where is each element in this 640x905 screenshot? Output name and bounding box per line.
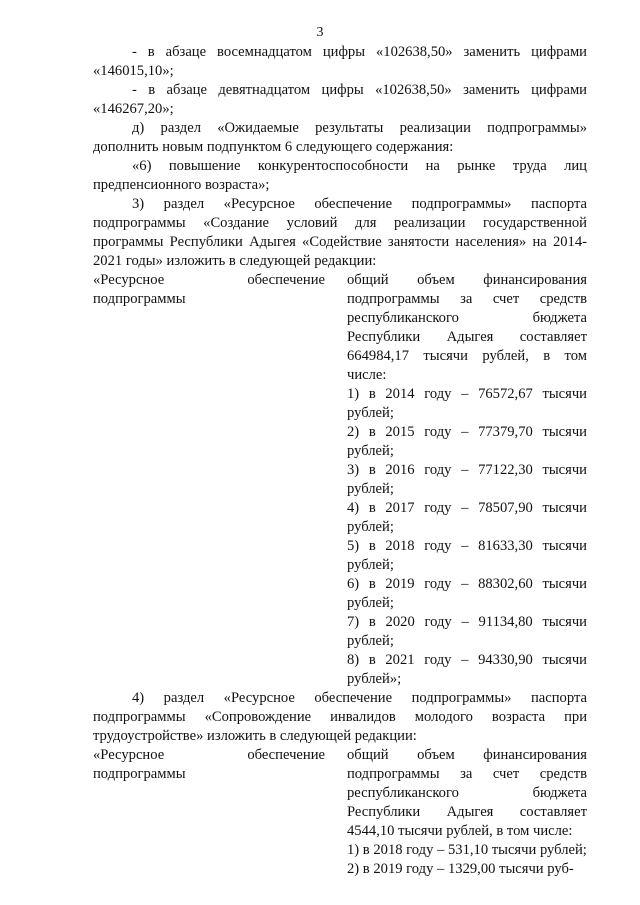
- document-body: [93, 43, 587, 879]
- paragraph-item-6: «6) повышение конкурентоспособности на рынке труда лиц предпенсионного возраста»;: [93, 158, 587, 193]
- funding-line-2016: 3) в 2016 году – 77122,30 тысячи рублей;: [347, 462, 587, 497]
- funding-line-2019: 2) в 2019 году – 1329,00 тысячи руб-: [347, 861, 574, 877]
- funding-line-2018: 1) в 2018 году – 531,10 тысячи рублей;: [347, 842, 587, 858]
- paragraph-amend-18: - в абзаце восемнадцатом цифры «102638,50» заменить цифрами «146015,10»;: [93, 44, 587, 79]
- funding-line-2014: 1) в 2014 году – 76572,67 тысячи рублей;: [347, 386, 587, 421]
- resource-table-1-intro: общий объем финансирования подпрограммы за счет средств республиканского бюджета Республики Адыгея составляет 664984,17 тысячи рублей, в том числе:: [347, 272, 587, 383]
- funding-line-2018: 5) в 2018 году – 81633,30 тысячи рублей;: [347, 538, 587, 573]
- resource-table-1-label: «Ресурсное обеспечение подпрограммы: [93, 272, 325, 307]
- page-number: 3: [316, 25, 324, 40]
- paragraph-section-4: 4) раздел «Ресурсное обеспечение подпрограммы» паспорта подпрограммы «Сопровождение инвалидов молодого возраста при трудоустройстве» изложить в следующей редакции:: [93, 690, 587, 744]
- resource-table-2-content: [347, 746, 587, 879]
- paragraph-section-3: 3) раздел «Ресурсное обеспечение подпрограммы» паспорта подпрограммы «Создание условий для реализации государственной программы Республики Адыгея «Содействие занятости населения» на 2014-2021 годы» изложить в следующей редакции:: [93, 196, 587, 269]
- resource-table-2-intro: общий объем финансирования подпрограммы за счет средств республиканского бюджета Республики Адыгея составляет 4544,10 тысячи рублей, в том числе:: [347, 747, 587, 839]
- funding-line-2019: 6) в 2019 году – 88302,60 тысячи рублей;: [347, 576, 587, 611]
- paragraph-section-d: д) раздел «Ожидаемые результаты реализации подпрограммы» дополнить новым подпунктом 6 следующего содержания:: [93, 120, 587, 155]
- funding-line-2020: 7) в 2020 году – 91134,80 тысячи рублей;: [347, 614, 587, 649]
- resource-table-1-content: [347, 271, 587, 689]
- resource-table-2: [93, 746, 587, 879]
- paragraph-amend-19: - в абзаце девятнадцатом цифры «102638,50» заменить цифрами «146267,20»;: [93, 82, 587, 117]
- funding-line-2015: 2) в 2015 году – 77379,70 тысячи рублей;: [347, 424, 587, 459]
- resource-table-2-label: «Ресурсное обеспечение подпрограммы: [93, 747, 325, 782]
- funding-line-2017: 4) в 2017 году – 78507,90 тысячи рублей;: [347, 500, 587, 535]
- resource-table-1: [93, 271, 587, 689]
- funding-line-2021: 8) в 2021 году – 94330,90 тысячи рублей»;: [347, 652, 587, 687]
